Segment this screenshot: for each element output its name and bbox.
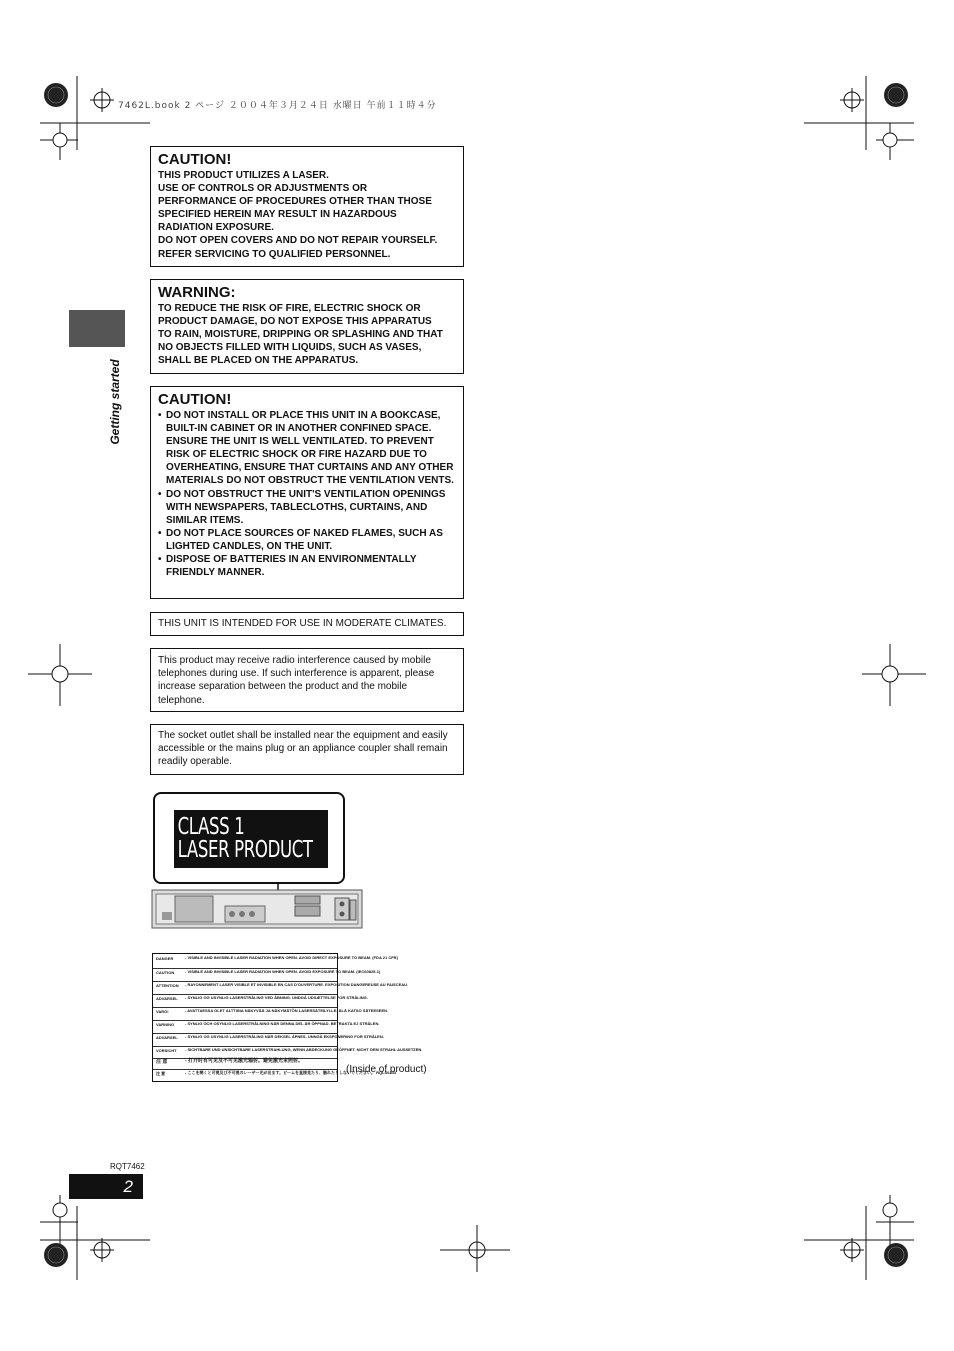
label-row: CAUTION - VISIBLE AND INVISIBLE LASER RADIATION WHEN OPEN. AVOID EXPOSURE TO BEAM. (IEC60825-1) (153, 968, 337, 982)
climate-note: THIS UNIT IS INTENDED FOR USE IN MODERATE CLIMATES. (150, 612, 464, 636)
list-item: • DO NOT PLACE SOURCES OF NAKED FLAMES, SUCH AS LIGHTED CANDLES, ON THE UNIT. (158, 527, 455, 553)
product-rear-illustration (150, 884, 365, 934)
file-header: 7462L.book 2 ページ ２００４年３月２４日 水曜日 午前１１時４分 (118, 101, 437, 111)
label-row: ATTENTION - RAYONNEMENT LASER VISIBLE ET INVISIBLE EN CAS D'OUVERTURE. EXPOSITION DANGEREUSE AU FAISCEAU. (153, 981, 337, 995)
laser-label-line2: LASER PRODUCT (177, 837, 313, 863)
caution-laser-text: THIS PRODUCT UTILIZES A LASER. USE OF CONTROLS OR ADJUSTMENTS OR PERFORMANCE OF PROCEDURES OTHER THAN THOSE SPECIFIED HEREIN MAY RESULT IN HAZARDOUS RADIATION EXPOSURE. DO NOT OPEN COVERS AND DO NOT REPAIR YOURSELF. REFER SERVICING TO QUALIFIED PERSONNEL. (158, 170, 438, 260)
label-row: DANGER - VISIBLE AND INVISIBLE LASER RADIATION WHEN OPEN. AVOID DIRECT EXPOSURE TO BEAM. (FDA 21 CFR) (153, 954, 337, 969)
section-label: Getting started (108, 359, 122, 445)
warning-box (150, 279, 464, 374)
document-code: RQT7462 (110, 1162, 145, 1171)
caution-title-2: CAUTION! (158, 391, 232, 408)
list-item: • DO NOT INSTALL OR PLACE THIS UNIT IN A BOOKCASE, BUILT-IN CABINET OR IN ANOTHER CONFINED SPACE. ENSURE THE UNIT IS WELL VENTILATED. TO PREVENT RISK OF ELECTRIC SHOCK OR FIRE HAZARD DUE TO OVERHEATING, ENSURE THAT CURTAINS AND ANY OTHER MATERIALS DO NOT OBSTRUCT THE VENTILATION VENTS. (158, 409, 455, 488)
label-row: ADVARSEL - SYNLIG OG USYNLIG LASERSTRÅLING VED ÅBNING. UNDGÅ UDSÆTTELSE FOR STRÅLING. (153, 994, 337, 1008)
laser-label-line1: CLASS 1 (177, 814, 245, 840)
list-item: • DO NOT OBSTRUCT THE UNIT'S VENTILATION OPENINGS WITH NEWSPAPERS, TABLECLOTHS, CURTAINS, AND SIMILAR ITEMS. (158, 488, 455, 527)
page-number: 2 (123, 1177, 133, 1196)
label-row: 注 意 - 打开时有可见及不可见激光辐射。避免激光束照射。 (153, 1058, 337, 1070)
label-row: VARO! - AVATTAESSA OLET ALTTIINA NÄKYVÄÄ JA NÄKYMÄTÖN LASERSÄTEILYLLE. ÄLÄ KATSO SÄTEESEEN. (153, 1007, 337, 1021)
caution-laser-box (150, 146, 464, 267)
interference-note: This product may receive radio interference caused by mobile telephones during use. If such interference is apparent, please increase separation between the product and the mobile telephone. (150, 648, 464, 712)
caution-bullet-list (158, 409, 455, 579)
caution-installation-box (150, 386, 464, 599)
class1-laser-label (153, 792, 345, 884)
label-row: VARNING - SYNLIG OCH OSYNLIG LASERSTRÅLNING NÄR DENNA DEL ÄR ÖPPNAD. BETRAKTA EJ STRÅLEN. (153, 1020, 337, 1034)
page-number-block (69, 1174, 143, 1199)
label-row: VORSICHT - SICHTBARE UND UNSICHTBARE LASERSTRAHLUNG, WENN ABDECKUNG GEÖFFNET. NICHT DEM STRAHL AUSSETZEN. (153, 1046, 337, 1059)
laser-label-plate (174, 810, 328, 868)
label-row: ADVARSEL - SYNLIG OG USYNLIG LASERSTRÅLING NÅR DEKSEL ÅPNES. UNNGÅ EKSPONERING FOR STRÅLEN. (153, 1033, 337, 1047)
label-caption: (Inside of product) (346, 1064, 427, 1075)
caution-title: CAUTION! (158, 151, 232, 168)
socket-note: The socket outlet shall be installed near the equipment and easily accessible or the mains plug or an appliance coupler shall remain readily operable. (150, 724, 464, 775)
section-tab (69, 310, 125, 347)
list-item: • DISPOSE OF BATTERIES IN AN ENVIRONMENTALLY FRIENDLY MANNER. (158, 553, 455, 579)
label-row: 注 意 - ここを開くと可視及び不可視のレーザー光が出ます。ビームを直接見たり、触れたりしないでください。 RQLS0233 (156, 1070, 397, 1076)
warning-text: TO REDUCE THE RISK OF FIRE, ELECTRIC SHOCK OR PRODUCT DAMAGE, DO NOT EXPOSE THIS APPARATUS TO RAIN, MOISTURE, DRIPPING OR SPLASHING AND THAT NO OBJECTS FILLED WITH LIQUIDS, SUCH AS VASES, SHALL BE PLACED ON THE APPARATUS. (158, 303, 443, 367)
warning-title: WARNING: (158, 284, 236, 301)
